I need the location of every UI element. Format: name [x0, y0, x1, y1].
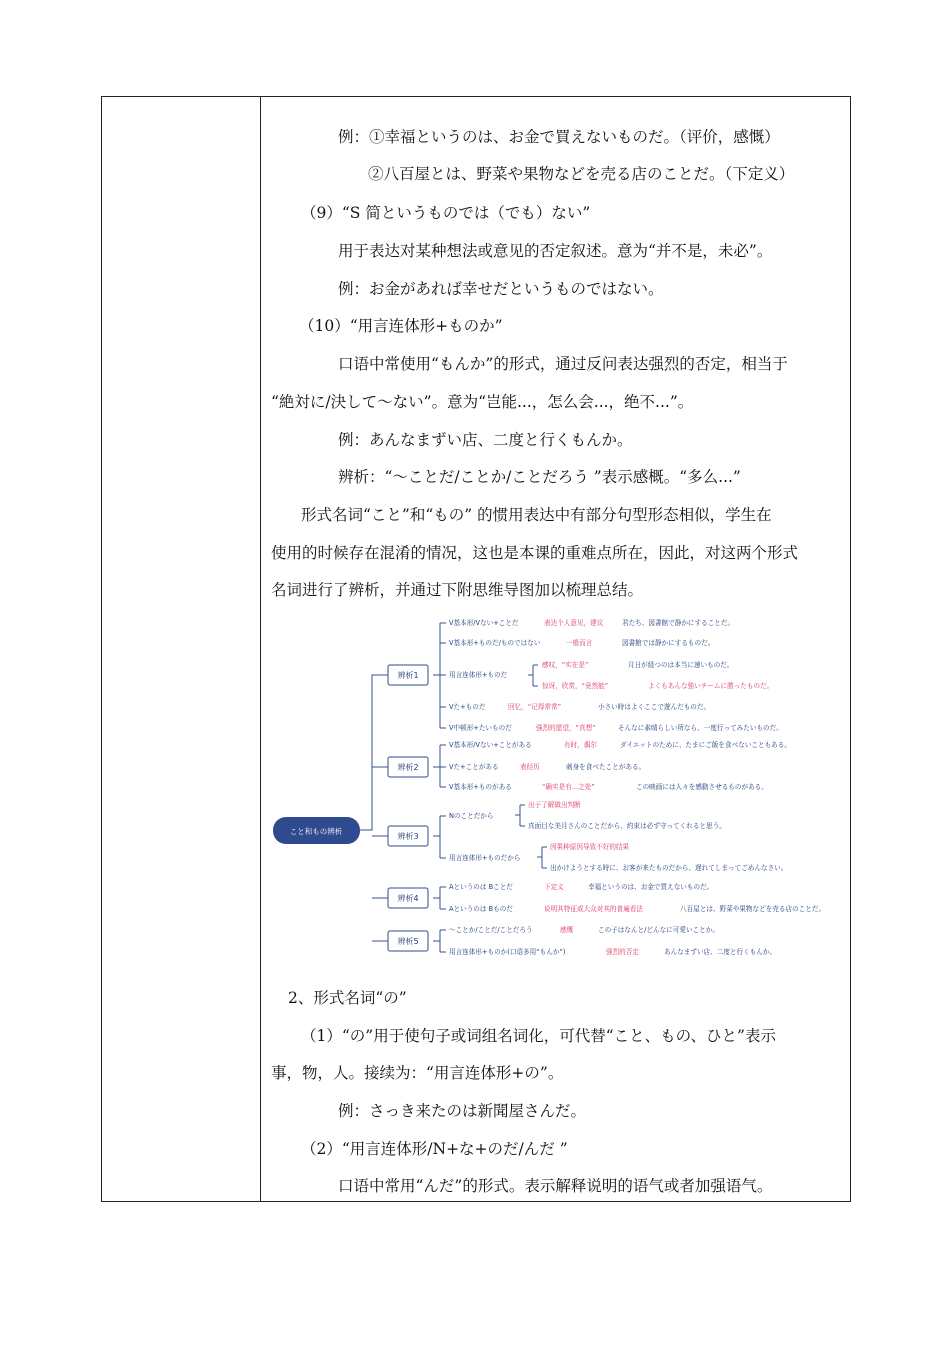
mindmap-diagram: [270, 612, 845, 960]
mindmap-example: 刺身を食べたことがある。: [566, 763, 646, 771]
mindmap-example: 図書館では静かにするものだ。: [622, 639, 715, 647]
mindmap-meaning: 回忆，“记得常常”: [508, 703, 561, 711]
mindmap-example: この映画には人々を感動させるものがある。: [636, 783, 768, 791]
mindmap-meaning: 一般而言: [566, 639, 593, 647]
mindmap-example: あんなまずい店、二度と行くもんか。: [664, 948, 777, 956]
section-heading: 2、形式名词“の”: [288, 989, 407, 1007]
mindmap-meaning: 强烈的愿望，“真想”: [536, 724, 596, 732]
example-line: ②八百屋とは、野菜や果物などを売る店のことだ。（下定义）: [368, 165, 795, 183]
mindmap-meaning: 感叹，“实在是”: [542, 661, 589, 669]
mindmap-meaning: 强烈的否定: [606, 948, 639, 956]
mindmap-example: 幸福というのは、お金で買えないものだ。: [588, 883, 714, 891]
mindmap-meaning: 惊讶，欣赏，“竟然能”: [542, 682, 609, 690]
example-line: 例：①幸福というのは、お金で買えないものだ。（评价，感慨）: [338, 128, 780, 146]
mindmap-root-label: こと和もの辨析: [289, 827, 343, 836]
mindmap-meaning: 有时，偶尔: [564, 741, 597, 749]
mindmap-pattern: Aというのは Bことだ: [449, 883, 513, 891]
mindmap-example: 月日が経つのは本当に速いものだ。: [628, 661, 734, 669]
paragraph-line: （1）“の”用于使句子或词组名词化，可代替“こと、もの、ひと”表示: [301, 1027, 776, 1045]
example-line: 例：さっき来たのは新聞屋さんだ。: [338, 1102, 587, 1120]
paragraph-line: 事，物，人。接续为：“用言连体形+の”。: [271, 1064, 564, 1082]
mindmap-group-label: 辨析2: [397, 763, 419, 772]
heading-9: （9）“S 简というものでは（でも）ない”: [301, 204, 591, 222]
mindmap-example: ダイエットのために、たまにご飯を食べないこともある。: [620, 741, 791, 749]
mindmap-pattern: Nのことだから: [449, 812, 494, 820]
example-line: 例：お金があれば幸せだというものではない。: [338, 280, 664, 298]
analysis-line: 辨析：“～ことだ/ことか/ことだろう ”表示感概。“多么...”: [338, 468, 741, 486]
mindmap-group-label: 辨析3: [397, 832, 419, 841]
example-line: 例：あんなまずい店、二度と行くもんか。: [338, 431, 633, 449]
mindmap-pattern: V基本形+ものがある: [449, 783, 512, 791]
mindmap-pattern: Aというのは Bものだ: [449, 905, 513, 913]
mindmap-pattern: V基本形+ものだ/ものではない: [449, 639, 541, 647]
mindmap-pattern: 用言连体形+ものだ: [449, 671, 508, 679]
paragraph-line: “絶対に/決して～ない”。意为“岂能...，怎么会...，绝不...”。: [271, 393, 694, 411]
mindmap-meaning: 下定义: [544, 883, 564, 891]
heading-10: （10）“用言连体形+ものか”: [299, 317, 503, 335]
mindmap-example: よくもあんな強いチームに勝ったものだ。: [648, 682, 774, 690]
mindmap-meaning: 表达个人意见，建议: [544, 619, 604, 627]
mindmap-group-label: 辨析1: [397, 671, 419, 680]
paragraph-line: 使用的时候存在混淆的情况，这也是本课的重难点所在，因此，对这两个形式: [271, 544, 799, 562]
mindmap-pattern: Vた+ことがある: [449, 763, 499, 771]
mindmap-group-label: 辨析5: [397, 937, 419, 946]
mindmap-example: 八百屋とは、野菜や果物などを売る店のことだ。: [680, 905, 826, 913]
mindmap-pattern: 用言连体形+ものだから: [449, 854, 521, 862]
paragraph-line: 形式名词“こと”和“もの” 的惯用表达中有部分句型形态相似，学生在: [301, 506, 772, 524]
column-divider: [260, 97, 261, 1201]
paragraph-line: 口语中常使用“もんか”的形式，通过反问表达强烈的否定，相当于: [338, 355, 788, 373]
paragraph-line: 用于表达对某种想法或意见的否定叙述。意为“并不是，未必”。: [338, 242, 773, 260]
paragraph-line: 口语中常用“んだ”的形式。表示解释说明的语气或者加强语气。: [338, 1177, 773, 1195]
mindmap-meaning: 感慨: [560, 926, 574, 934]
mindmap-meaning: 出于了解做出判断: [528, 801, 581, 809]
mindmap-pattern: Vた+ものだ: [449, 703, 486, 711]
mindmap-example: そんなに素晴らしい所なら、一度行ってみたいものだ。: [618, 724, 783, 732]
mindmap-example: 小さい時はよくここで遊んだものだ。: [598, 703, 711, 711]
mindmap-example: 真面目な美月さんのことだから、約束は必ず守ってくれると思う。: [528, 822, 726, 830]
mindmap-meaning: 表经历: [520, 763, 540, 771]
mindmap-meaning: “确实是有...之处”: [542, 783, 595, 791]
mindmap-example: 君たち、図書館で静かにすることだ。: [622, 619, 735, 627]
heading-2: （2）“用言连体形/N+な+のだ/んだ ”: [301, 1140, 568, 1158]
mindmap-pattern: V基本形/Vない+ことがある: [449, 741, 532, 749]
mindmap-meaning: 因果种原因导致不好的结果: [550, 843, 630, 851]
mindmap-pattern: ～ことか/ことだ/ことだろう: [449, 926, 533, 934]
mindmap-example: 出かけようとする時に、お客が来たものだから、遅れてしまってごめんなさい。: [550, 864, 788, 872]
mindmap-pattern: 用言连体形+ものか(口语多用“もんか”): [449, 948, 566, 956]
paragraph-line: 名词进行了辨析，并通过下附思维导图加以梳理总结。: [271, 581, 644, 599]
mindmap-group-label: 辨析4: [397, 894, 419, 903]
mindmap-meaning: 说明其特征或大众对其的普遍看法: [544, 905, 643, 913]
mindmap-pattern: V基本形/Vない+ことだ: [449, 619, 519, 627]
mindmap-example: この子はなんと/どんなに可愛いことか。: [598, 926, 719, 934]
mindmap-pattern: V中顿形+たいものだ: [449, 724, 512, 732]
